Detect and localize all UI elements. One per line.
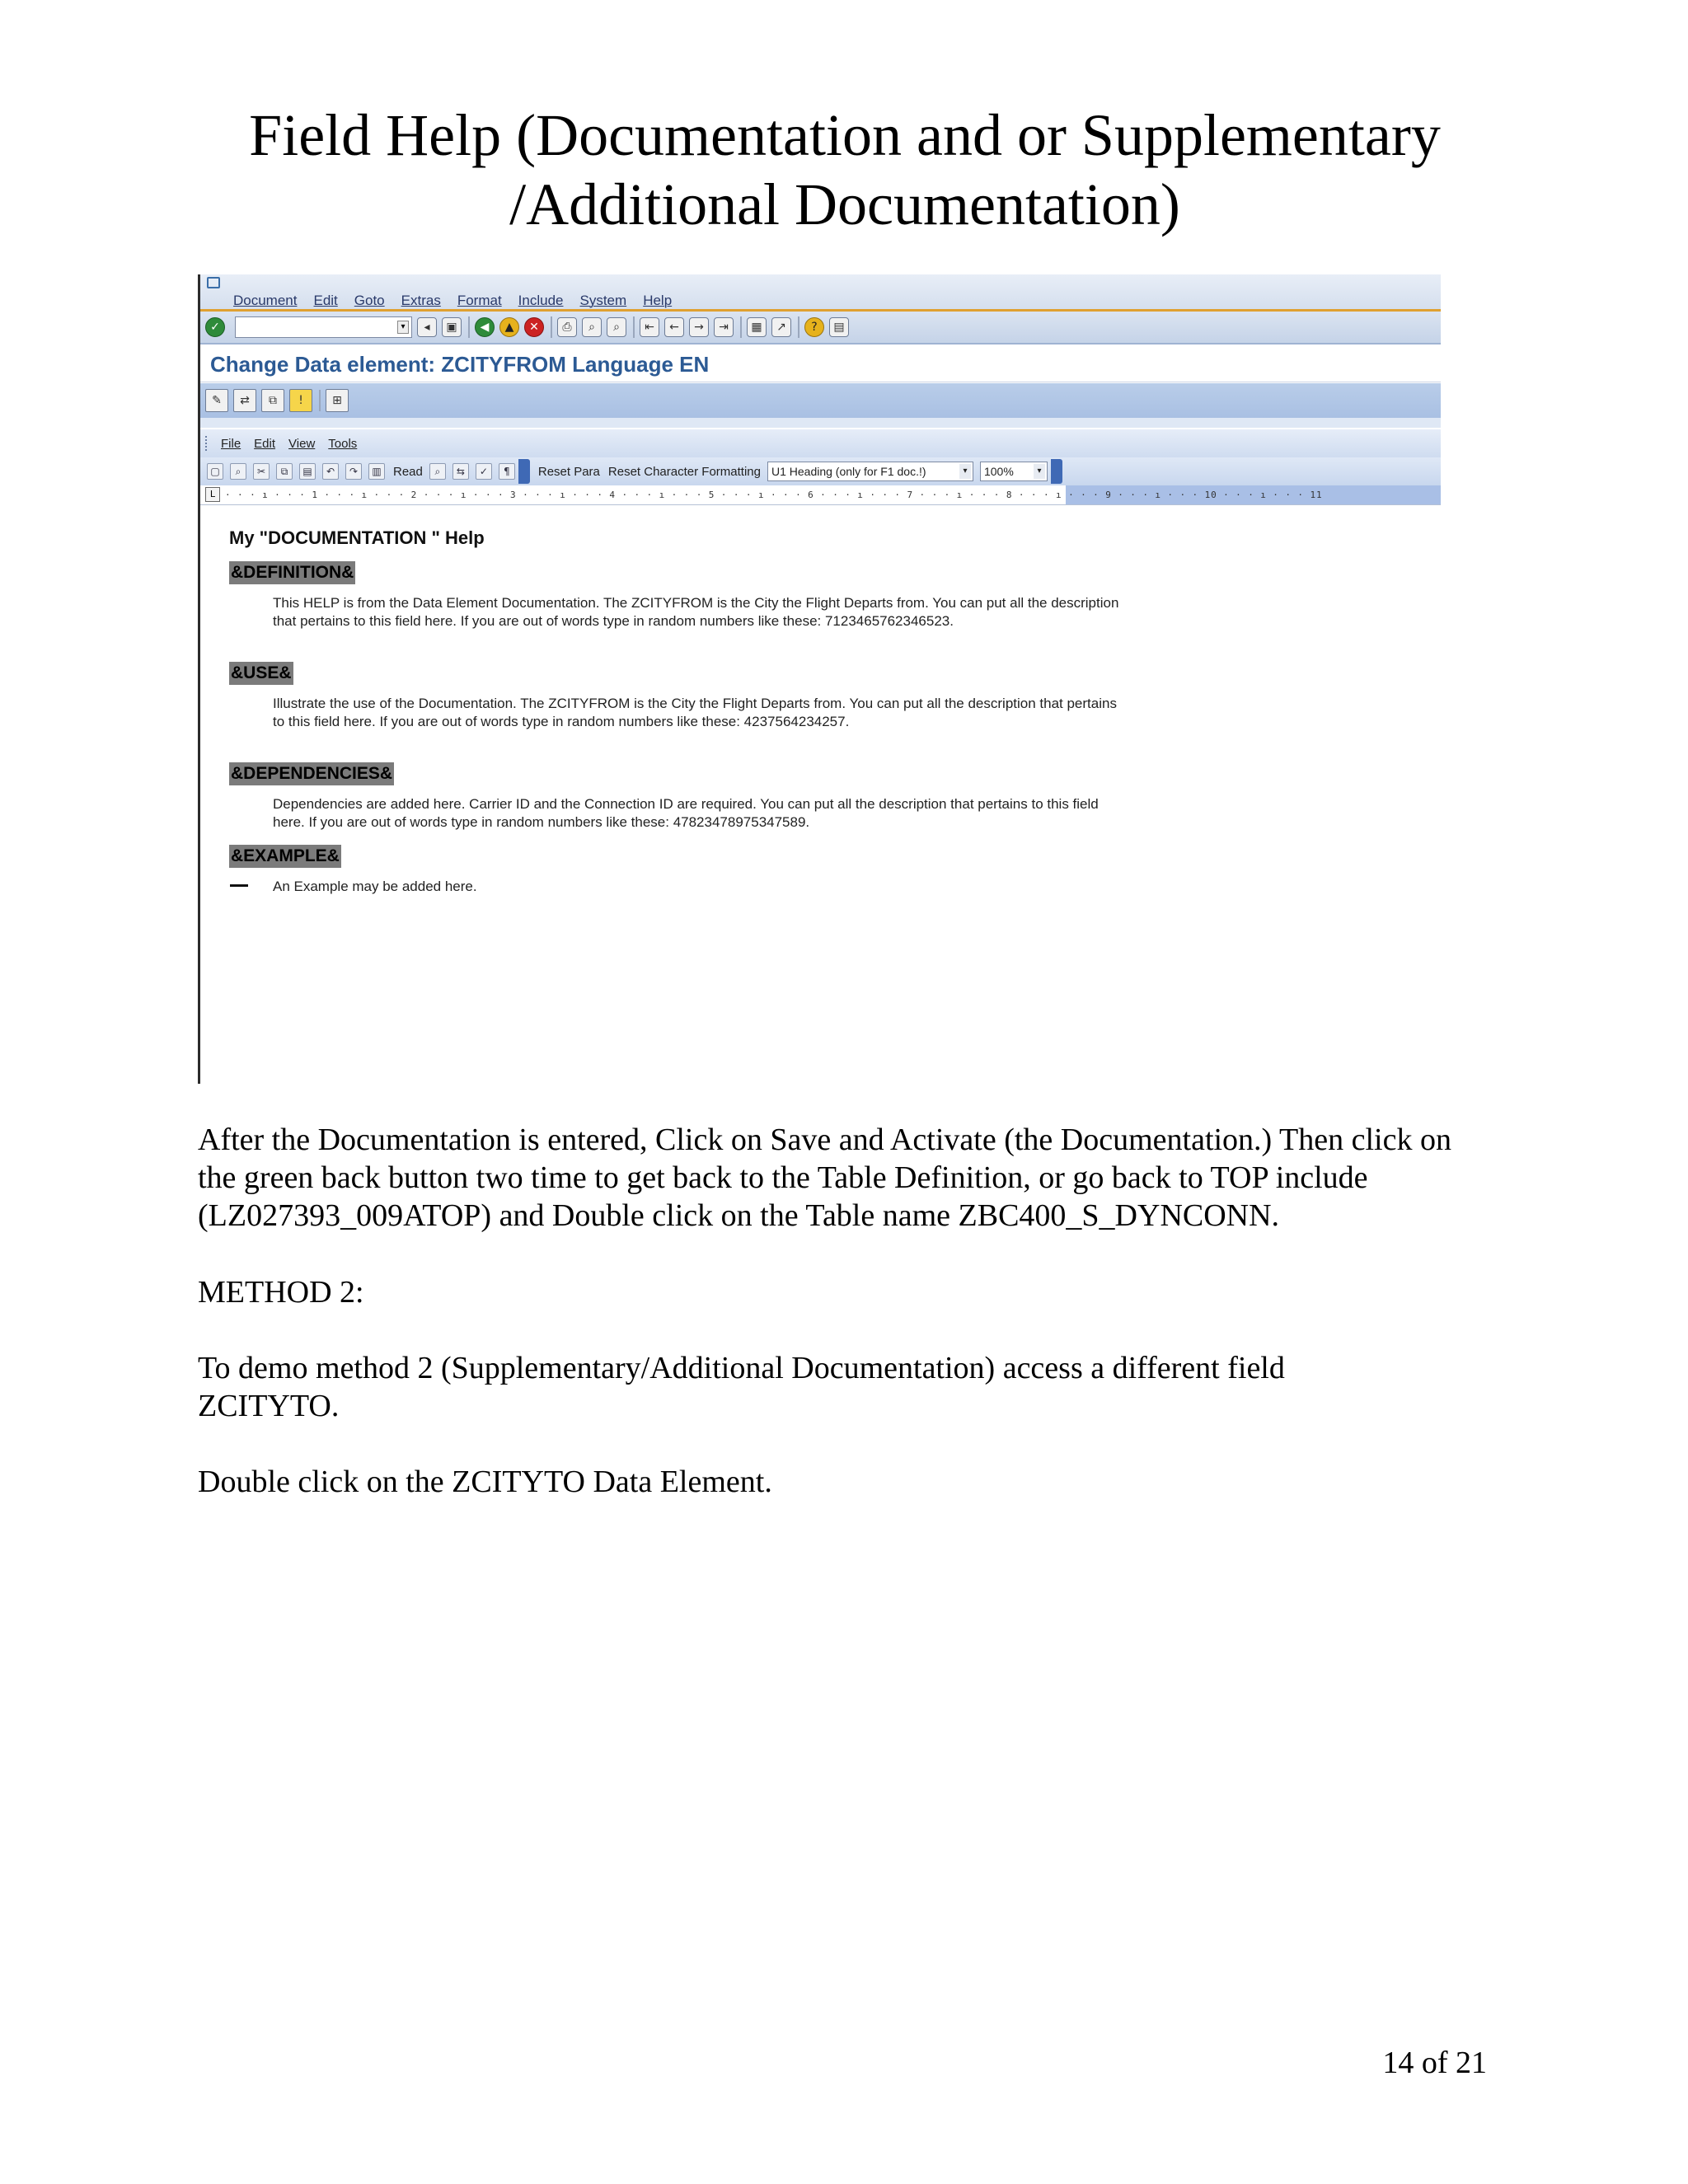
command-history-icon[interactable]: ▾ (397, 321, 409, 334)
text-cursor (230, 884, 248, 887)
use-text: Illustrate the use of the Documentation. The ZCITYFROM is the City the Flight Departs from. You can put all the description that pertains to this field here. If you are out of words type in random numbers like these: 4237564234257. (273, 696, 1117, 729)
cancel-icon[interactable]: ✕ (524, 317, 544, 337)
menu-help[interactable]: Help (643, 293, 673, 308)
find-next-icon[interactable]: ⌕ (607, 317, 626, 337)
screen-title: Change Data element: ZCITYFROM Language EN (200, 346, 1441, 382)
sap-standard-toolbar (200, 312, 1441, 344)
toolbar-separator (319, 390, 321, 411)
editor-menu-edit[interactable]: Edit (254, 436, 276, 451)
info-icon[interactable]: ! (289, 389, 312, 412)
menu-include[interactable]: Include (518, 293, 564, 308)
editor-toolbar (200, 457, 1441, 485)
toolbar-options-icon[interactable] (518, 459, 530, 484)
toolbar-options-icon[interactable] (1051, 459, 1062, 484)
definition-text: This HELP is from the Data Element Documentation. The ZCITYFROM is the City the Flight Departs from. You can put all the description that pertains to this field here. If you are out of words type in random numbers like these: 7123465762346523. (273, 595, 1119, 629)
page-number: 14 of 21 (1382, 2046, 1487, 2080)
help-icon[interactable]: ? (804, 317, 824, 337)
menu-format[interactable]: Format (457, 293, 502, 308)
command-field[interactable] (235, 316, 412, 338)
editor-menu-view[interactable]: View (288, 436, 316, 451)
redo-icon[interactable]: ↷ (345, 463, 362, 480)
compare-icon[interactable]: ⧉ (261, 389, 284, 412)
window-menu-icon[interactable] (207, 277, 220, 288)
collapse-icon[interactable]: ◂ (417, 317, 437, 337)
find-icon[interactable]: ⌕ (582, 317, 602, 337)
toolbar-separator (468, 316, 470, 338)
method-heading: METHOD 2: (198, 1275, 364, 1310)
enter-icon[interactable]: ✓ (205, 317, 225, 337)
dependencies-tag: &DEPENDENCIES& (229, 762, 394, 785)
document-title: Field Help (Documentation and or Supplementary /Additional Documentation) (249, 102, 1441, 237)
paragraph-marks-icon[interactable]: ¶ (499, 463, 515, 480)
tab-selector-icon[interactable]: L (205, 487, 220, 502)
document-editor (200, 429, 1441, 1084)
document-page[interactable] (200, 505, 1441, 1084)
toolbar-separator (798, 316, 799, 338)
sap-menu-bar (200, 274, 1441, 312)
toolbar-spacer (200, 418, 1441, 428)
exit-icon[interactable]: ▲ (499, 317, 519, 337)
definition-tag: &DEFINITION& (229, 561, 355, 584)
first-page-icon[interactable]: ⇤ (640, 317, 659, 337)
spelling-icon[interactable]: ✓ (476, 463, 492, 480)
read-button[interactable]: Read (393, 464, 423, 479)
menu-extras[interactable]: Extras (401, 293, 441, 308)
reset-character-formatting-button[interactable]: Reset Character Formatting (607, 464, 761, 479)
next-page-icon[interactable]: → (689, 317, 709, 337)
menu-edit[interactable]: Edit (313, 293, 338, 308)
chevron-down-icon[interactable]: ▾ (1034, 464, 1045, 479)
menu-document[interactable]: Document (233, 293, 298, 308)
application-toolbar (200, 383, 1441, 418)
method-paragraph: To demo method 2 (Supplementary/Additional Documentation) access a different field ZCITYTO. (198, 1351, 1285, 1423)
instruction-paragraph: After the Documentation is entered, Click on Save and Activate (the Documentation.) Then click on the green back button two time to get back to the Table Definition, or go back to TOP include (LZ027393_009ATOP) and Double click on the Table name ZBC400_S_DYNCONN. (198, 1122, 1451, 1233)
style-select-value: U1 Heading (only for F1 doc.!) (771, 465, 926, 478)
ruler-ticks: · · · ı · · · 1 · · · ı · · · 2 · · · ı · · · 3 · · · ı · · · 4 · · · ı · · · 5 · · · ı · · · 6 · · · ı · · · 7 · · · ı · · · 8 · · · ı · · · 9 · · · ı · · · 10 · · · ı · · · 11 (225, 490, 1323, 500)
previous-page-icon[interactable]: ← (664, 317, 684, 337)
example-text: An Example may be added here. (273, 879, 477, 894)
print-icon[interactable]: ⎙ (557, 317, 577, 337)
editor-menu-file[interactable]: File (221, 436, 241, 451)
style-select[interactable] (767, 462, 973, 481)
toolbar-grip[interactable] (205, 436, 208, 451)
example-tag: &EXAMPLE& (229, 845, 341, 868)
toolbar-separator (633, 316, 635, 338)
insert-icon[interactable]: ⊞ (326, 389, 349, 412)
switch-icon[interactable]: ⇄ (233, 389, 256, 412)
double-click-paragraph: Double click on the ZCITYTO Data Element. (198, 1465, 772, 1499)
read-icon[interactable]: ▥ (368, 463, 385, 480)
editor-menu-bar (200, 429, 1441, 457)
copy-icon[interactable]: ⧉ (276, 463, 293, 480)
use-tag: &USE& (229, 662, 293, 685)
replace-icon[interactable]: ⇆ (452, 463, 469, 480)
toolbar-separator (551, 316, 552, 338)
save-icon[interactable]: ▣ (442, 317, 462, 337)
menu-goto[interactable]: Goto (354, 293, 385, 308)
paste-icon[interactable]: ▤ (299, 463, 316, 480)
layout-icon[interactable]: ▤ (829, 317, 849, 337)
editor-menu-tools[interactable]: Tools (328, 436, 358, 451)
zoom-select[interactable] (980, 462, 1048, 481)
documentation-heading: My "DOCUMENTATION " Help (229, 527, 485, 548)
last-page-icon[interactable]: ⇥ (714, 317, 734, 337)
create-session-icon[interactable]: ▦ (747, 317, 767, 337)
edit-icon[interactable]: ✎ (205, 389, 228, 412)
sap-screenshot (198, 274, 1441, 1084)
new-icon[interactable]: ▢ (207, 463, 223, 480)
zoom-select-value: 100% (983, 465, 1014, 478)
chevron-down-icon[interactable]: ▾ (959, 464, 971, 479)
cut-icon[interactable]: ✂ (253, 463, 270, 480)
shortcut-icon[interactable]: ↗ (771, 317, 791, 337)
reset-paragraph-button[interactable]: Reset Para (537, 464, 600, 479)
print-preview-icon[interactable]: ⌕ (230, 463, 246, 480)
toolbar-separator (740, 316, 742, 338)
undo-icon[interactable]: ↶ (322, 463, 339, 480)
dependencies-text: Dependencies are added here. Carrier ID and the Connection ID are required. You can put all the description that pertains to this field here. If you are out of words type in random numbers like these: 47823478975347589. (273, 796, 1099, 830)
ruler[interactable] (200, 485, 1441, 505)
back-icon[interactable]: ◀ (475, 317, 495, 337)
find-icon[interactable]: ⌕ (429, 463, 446, 480)
menu-system[interactable]: System (579, 293, 627, 308)
